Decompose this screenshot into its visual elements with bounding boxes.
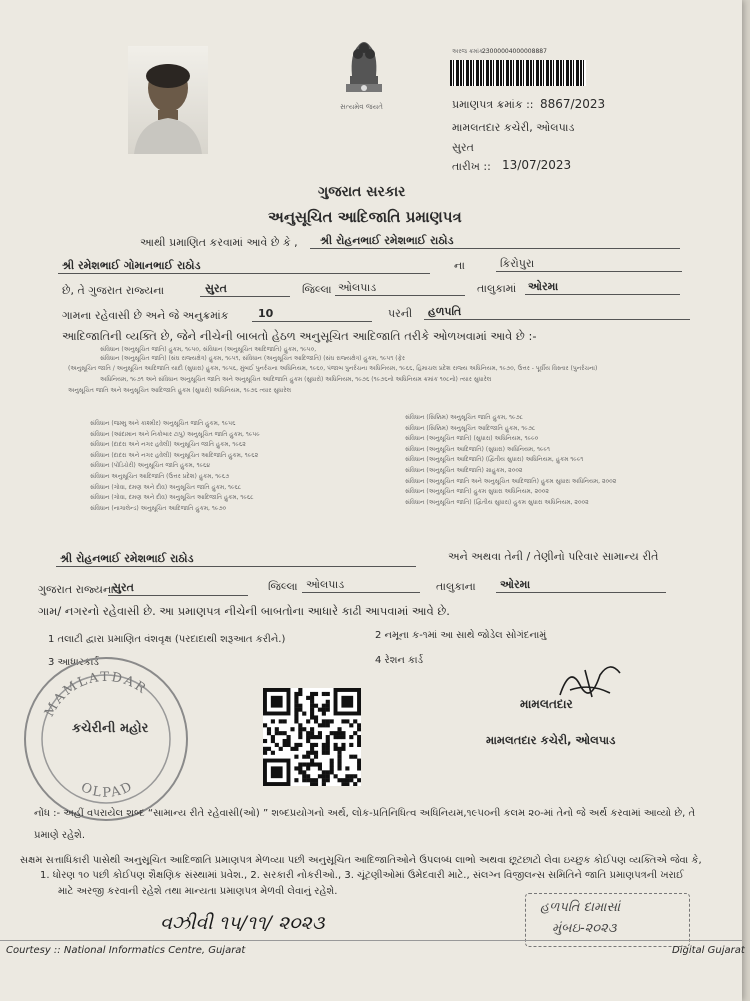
doc-item: 4 રેશન કાર્ડ	[375, 655, 424, 666]
right-order-item: સંવિધાન (અનુસૂચિત જાતિ) (દ્વિતીય સુધારા) હુકમ સુધારા અધિનિયમ, ૨૦૦૨	[405, 498, 589, 506]
qr-code-icon	[263, 688, 361, 786]
left-order-item: સંવિધાન (આંદામાન અને નિકોબાર ટાપુ) અનુસૂચિત જાતિ હુકમ, ૧૯૫૯	[90, 430, 260, 438]
na-label: ના	[454, 259, 465, 272]
seal-outer-text: MAMLATDAR	[42, 669, 150, 720]
applicant-photo	[128, 46, 208, 154]
serial-label: અરજ ક્રમાંક :	[452, 48, 488, 55]
stamp-line: હળપતિ દામાસાં	[540, 900, 621, 915]
right-order-item: સંવિધાન (સિક્કિમ) અનુસૂચિત જાતિ હુકમ, ૧૯૭૮	[405, 414, 523, 421]
right-order-item: સંવિધાન (સિક્કિમ) અનુસૂચિત આદિજાતિ હુકમ, ૧૯૭૮	[405, 424, 536, 432]
village-name: કિરોપુરા	[500, 257, 535, 270]
left-order-item: સંવિધાન (જમ્મુ અને કાશ્મીર) અનુસૂચિત જાતિ હુકમ, ૧૯૫૬	[90, 420, 236, 427]
serial-number: 23000004000008887	[482, 48, 547, 55]
doc-item: 1 તલાટી દ્વારા પ્રમાણિત વંશવૃક્ષ (પરદાદાથી શરૂઆત કરીને.)	[48, 634, 286, 645]
caste-label: પરની	[388, 307, 413, 320]
right-orders	[405, 414, 705, 509]
doc-item: 2 નમૂના ક-૧માં આ સાથે જોડેલ સોગંદનામું	[375, 630, 547, 641]
cert-no: 8867/2023	[540, 97, 606, 111]
note-line: 1. ધોરણ ૧૦ પછી કોઈપણ શૈક્ષણિક સંસ્થામાં પ્રવેશ., 2. સરકારી નોકરીઓ., 3. ચૂંટણીઓમાં ઉમેદવારી માટે., સંલગ્ન વિજીલન્સ સમિતિને જાતિ પ્રમાણપત્રની ખરાઈ	[40, 870, 684, 881]
place-name: ઓરમા	[528, 280, 559, 293]
family-text: અને અથવા તેની / તેણીનો પરિવાર સામાન્ય રીતે	[448, 550, 659, 563]
svg-text:MAMLATDAR	[42, 670, 150, 719]
right-order-item: સંવિધાન (અનુસૂચિત જાતિ) (સુધારા) અધિનિયમ, ૧૯૯૦	[405, 435, 539, 443]
father-name: શ્રી રમેશભાઈ ગોમાનભાઈ રાઠોડ	[62, 259, 201, 272]
order-line: અધિનિયમ, ૧૯૭૧ અને સંવિધાન અનુસૂચિત જાતિ અને અનુસૂચિત આદિજાતિ હુકમ (સુધારો) અધિનિયમ, ૧૯૭૬ (૧૯૭૬નો અધિનિયમ ક્રમાંક ૧૦૮નો) ત્યાર સુધારેલ	[100, 376, 492, 383]
emblem-caption: સત્યમેવ જયતે	[340, 103, 383, 111]
district-city-2: સુરત	[112, 581, 134, 594]
svg-text:OLPAD	[79, 779, 137, 801]
taluka-label: તાલુકામાં	[477, 282, 517, 295]
district-city: સુરત	[205, 282, 227, 295]
left-order-item: સંવિધાન (દાદરા અને નગર હવેલી) અનુસૂચિત જાતિ હુકમ, ૧૯૬૨	[90, 441, 246, 449]
right-order-item: સંવિધાન (અનુસૂચિત આદિજાતિ) (દ્વિતીય સુધારા) અધિનિયમ, હુકમ ૧૯૯૧	[405, 456, 584, 464]
stamp-line: મુંબઇ-૨૦૨૩	[552, 921, 617, 936]
person-name: શ્રી રોહનભાઈ રમેશભાઈ રાઠોડ	[320, 234, 454, 247]
signatory-office: મામલતદાર કચેરી, ઓલપાડ	[486, 733, 616, 747]
place-name-2: ઓરમા	[500, 578, 531, 591]
left-order-item: સંવિધાન (ગોવા, દમણ અને દીવ) અનુસૂચિત જાતિ હુકમ, ૧૯૬૮	[90, 483, 242, 491]
basis-text: ગામ/ નગરનો રહેવાસી છે. આ પ્રમાણપત્ર નીચેની બાબતોના આધારે કાઢી આપવામાં આવે છે.	[38, 604, 450, 618]
state-text-2: ગુજરાત રાજ્યના	[38, 583, 114, 596]
right-order-item: સંવિધાન (અનુસૂચિત આદિજાતિ) ગ્રાહુકમ, ૨૦૦૨	[405, 466, 523, 474]
note-line: પ્રમાણે રહેશે.	[34, 830, 86, 841]
seal-label: કચેરીની મહોર	[72, 721, 149, 736]
seal-bottom-text: OLPAD	[78, 778, 137, 801]
issue-date: 13/07/2023	[502, 158, 572, 172]
certify-text: આથી પ્રમાણિત કરવામાં આવે છે કે ,	[140, 236, 298, 249]
barcode-icon	[450, 60, 586, 86]
person-name-2: શ્રી રોહનભાઈ રમેશભાઈ રાઠોડ	[60, 552, 194, 565]
cert-no-label: પ્રમાણપત્ર ક્રમાંક ::	[452, 98, 534, 111]
left-order-item: સંવિધાન (નાગાલેન્ડ) અનુસૂચિત આદિજાતિ હુકમ, ૧૯૭૦	[90, 504, 227, 512]
order-line: સંવિધાન (અનુસૂચિત જાતિ) (સંઘ રાજ્યક્ષેત્ર) હુકમ, ૧૯૫૧, સંવિધાન (અનુસૂચિત આદિજાતિ) (સંઘ રાજ્યક્ષેત્ર) હુકમ, ૧૯૫૧ (ફેર	[100, 355, 405, 362]
office-name: મામલતદાર કચેરી, ઓલપાડ	[452, 121, 575, 134]
left-order-item: સંવિધાન (દાદરા અને નગર હવેલી) અનુસૂચિત આદિજાતિ હુકમ, ૧૯૬૨	[90, 451, 259, 459]
digital-gujarat-text: Digital Gujarat	[672, 945, 745, 956]
state-emblem-icon	[336, 34, 392, 104]
signatory-role: મામલતદાર	[520, 697, 573, 711]
right-order-item: સંવિધાન (અનુસૂચિત જાતિ) હુકમ સુધારા અધિનિયમ, ૨૦૦૨	[405, 488, 549, 496]
right-order-item: સંવિધાન (અનુસૂચિત જાતિ અને અનુસૂચિત આદિજાતિ) હુકમ સુધારા અધિનિયમ, ૨૦૦૨	[405, 477, 617, 485]
note-line: નોંધ :- અહીં વપરાયેલ શબ્દ “સામાન્ય રીતે રહેવાસી(ઓ) ” શબ્દપ્રયોગનો અર્થ, લોક-પ્રતિનિધિત્વ અધિનિયમ,૧૯૫૦ની કલમ ૨૦-માં તેનો જે અર્થ કરવામાં આવ્યો છે, તે	[34, 808, 696, 819]
footer	[0, 940, 745, 965]
doc-item: 3 આધારકાર્ડ	[48, 657, 99, 668]
left-order-item: સંવિધાન (પોંડિચેરી) અનુસૂચિત જાતિ હુકમ, ૧૯૬૪	[90, 462, 211, 470]
left-orders	[90, 420, 360, 515]
handwritten-stamp	[525, 893, 690, 947]
taluka-name-2: ઓલપાડ	[306, 578, 345, 591]
district-label-2: જિલ્લા	[268, 580, 298, 593]
caste-name: હળપતિ	[428, 305, 462, 318]
city-name: સુરત	[452, 141, 474, 154]
govt-title: ગુજરાત સરકાર	[318, 184, 406, 200]
state-text: છે, તે ગુજરાત રાજ્યના	[62, 284, 165, 297]
date-label: તારીખ ::	[452, 160, 491, 173]
courtesy-text: Courtesy :: National Informatics Centre, Gujarat	[6, 945, 246, 956]
left-order-item: સંવિધાન અનુસૂચિત આદિજાતિ (ઉત્તર પ્રદેશ) હુકમ, ૧૯૬૭	[90, 472, 230, 480]
village-line: ગામના રહેવાસી છે અને જે અનુક્રમાંક	[62, 309, 229, 322]
order-line: અનુસૂચિત જાતિ અને અનુસૂચિત આદિજાતિ હુકમ (સુધારો) અધિનિયમ, ૧૯૭૬ ત્યાર સુધારેલ	[68, 387, 292, 394]
cert-title: અનુસૂચિત આદિજાતિ પ્રમાણપત્ર	[268, 208, 462, 226]
handwritten-date: વઝીવી ૧૫/૧૧/ ૨૦૨૩	[160, 912, 325, 934]
district-label: જિલ્લા	[302, 283, 332, 296]
order-line: (અનુસૂચિત જાતિ / અનુસૂચિત આદિજાતિ યાદી (સુધારા) હુકમ, ૧૯૫૬, મુંબઈ પુનર્રચના અધિનિયમ, ૧૯૬૦, પંજાબ પુનર્રચના અધિનિયમ, ૧૯૬૬, હિમાચલ પ્રદેશ રાજ્ય અધિનિયમ, ૧૯૭૦, ઉત્તર - પૂર્વીય વિસ્તાર (પુનર્રચના)	[68, 365, 598, 372]
taluka-name: ઓલપાડ	[338, 281, 377, 294]
left-order-item: સંવિધાન (ગોવા, દમણ અને દીવ) અનુસૂચિત આદિજાતિ હુકમ, ૧૯૬૮	[90, 494, 254, 502]
right-order-item: સંવિધાન (અનુસૂચિત આદિજાતિ) (સુધારા) અધિનિયમ, ૧૯૯૧	[405, 445, 550, 453]
order-line: સંવિધાન (અનુસૂચિત જાતિ) હુકમ, ૧૯૫૦, સંવિધાન (અનુસૂચિત આદિજાતિ) હુકમ, ૧૯૫૦,	[100, 346, 317, 353]
office-seal	[24, 657, 188, 821]
tribe-text: આદિજાતિની વ્યક્તિ છે, જેને નીચેની બાબતો હેઠળ અનુસૂચિત આદિજાતિ તરીકે ઓળખવામાં આવે છે :-	[62, 329, 537, 343]
note-line: માટે અરજી કરવાની રહેશે તથા માન્યતા પ્રમાણપત્ર મેળવી લેવાનું રહેશે.	[58, 886, 338, 897]
note-line: સક્ષમ સત્તાધિકારી પાસેથી અનુસૂચિત આદિજાતિ પ્રમાણપત્ર મેળવ્યા પછી અનુસૂચિત આદિજાતિઓને ઉપલબ્ધ લાભો અથવા છૂટછાટો લેવા ઇચ્છુક કોઈપણ વ્યક્તિએ જેવા કે,	[20, 855, 702, 866]
taluka-label-2: તાલુકાના	[436, 580, 476, 593]
serial-entry: 10	[258, 307, 274, 320]
